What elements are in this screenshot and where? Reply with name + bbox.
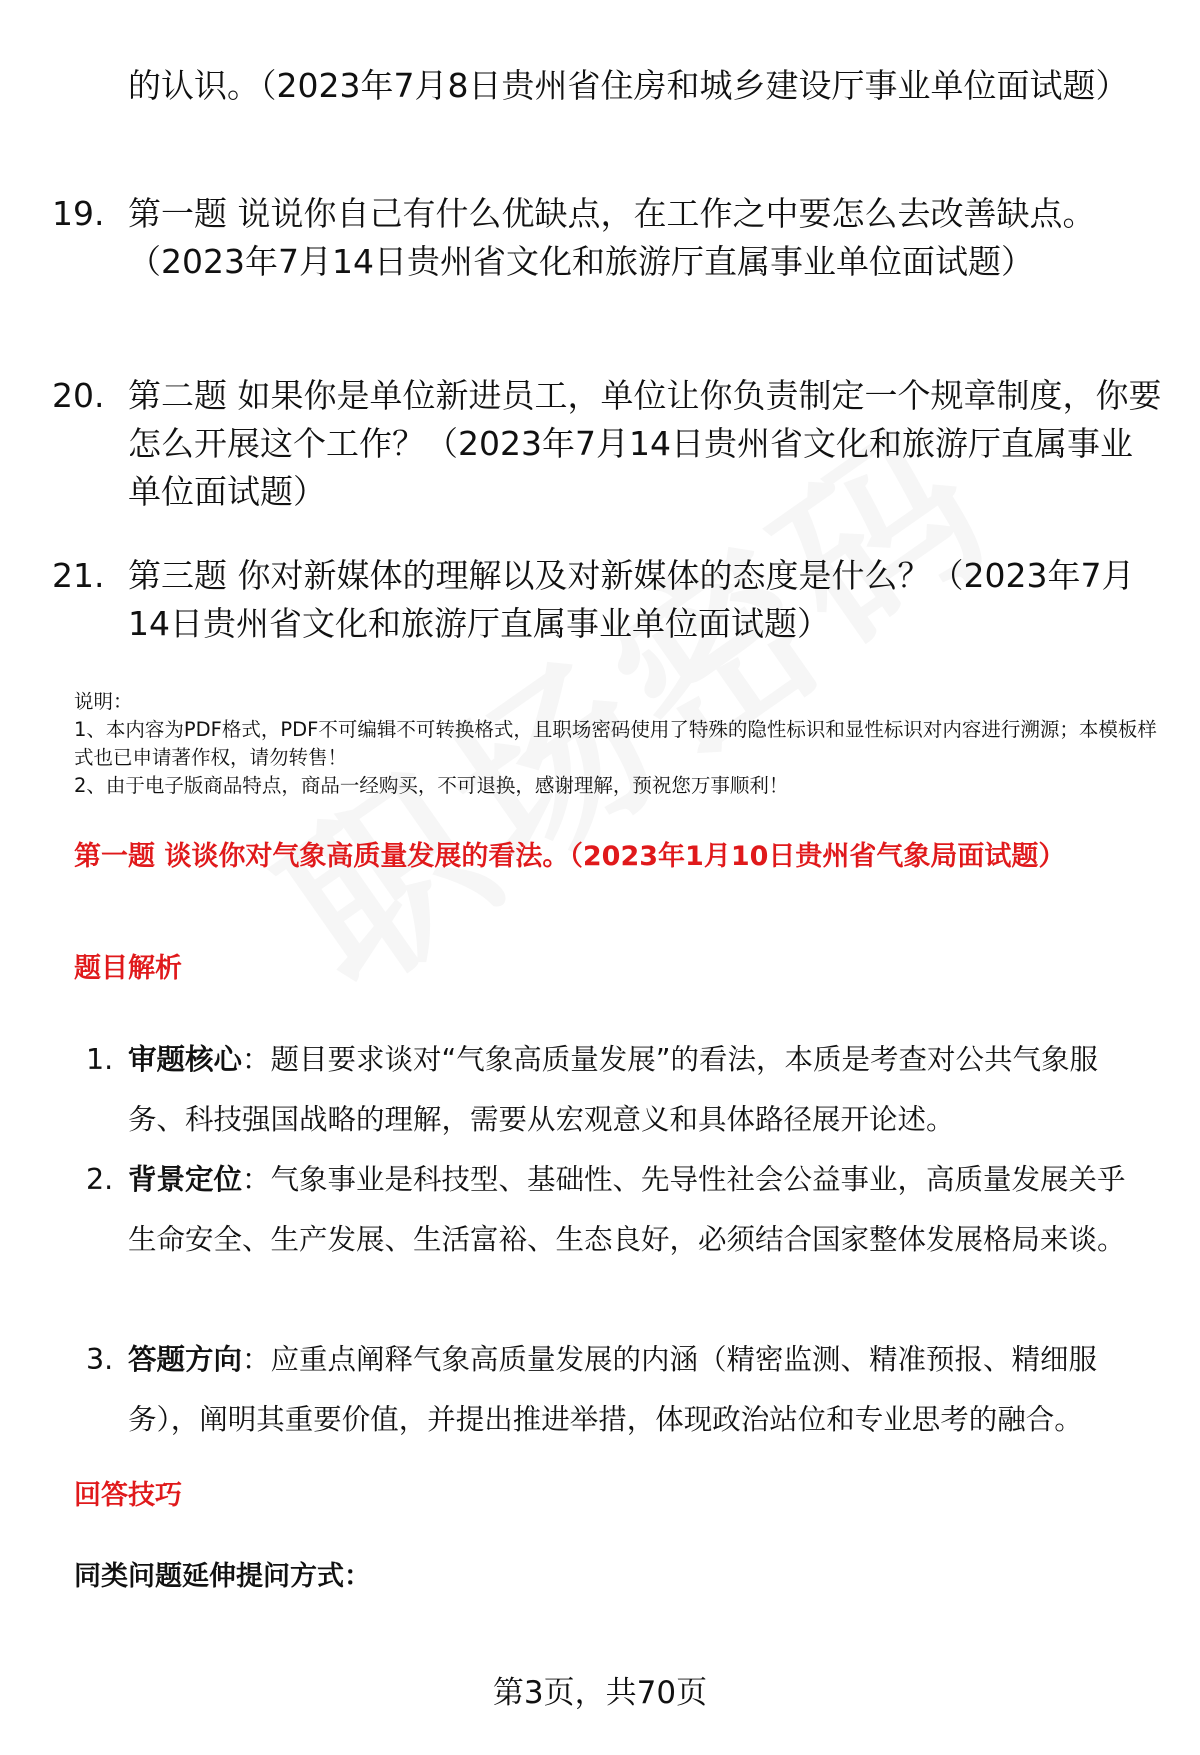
question-text: 第一题 说说你自己有什么优缺点，在工作之中要怎么去改善缺点。（2023年7月14日贵州省文化和旅游厅直属事业单位面试题） [128,194,1096,281]
point-number: 2. [86,1163,114,1196]
question-number: 20. [52,376,105,415]
question-number: 21. [52,556,105,595]
notes-section [74,688,1164,800]
point-body: ：题目要求谈对“气象高质量发展”的看法，本质是考查对公共气象服务、科技强国战略的理解，需要从宏观意义和具体路径展开论述。 [128,1043,1099,1136]
notes-heading: 说明： [74,690,133,713]
point-label: 背景定位 [128,1163,243,1196]
point-text [128,1030,1148,1150]
notes-line-1: 1、本内容为PDF格式，PDF不可编辑不可转换格式，且职场密码使用了特殊的隐性标识和显性标识对内容进行溯源；本模板样式也已申请著作权，请勿转售！ [74,718,1157,769]
point-text [128,1330,1148,1450]
point-number: 1. [86,1043,114,1076]
point-label: 答题方向 [128,1343,243,1376]
question-number: 19. [52,194,105,233]
page-footer: 第3页，共70页 [492,1675,708,1711]
tips-heading: 回答技巧 [74,1480,182,1511]
point-text [128,1150,1148,1270]
analysis-heading: 题目解析 [74,953,182,984]
point-body: ：气象事业是科技型、基础性、先导性社会公益事业，高质量发展关乎生命安全、生产发展、生活富裕、生态良好，必须结合国家整体发展格局来谈。 [128,1163,1126,1256]
question-text: 的认识。（2023年7月8日贵州省住房和城乡建设厅事业单位面试题） [128,66,1129,105]
question-text: 第二题 如果你是单位新进员工，单位让你负责制定一个规章制度，你要怎么开展这个工作？（2023年7月14日贵州省文化和旅游厅直属事业单位面试题） [128,376,1162,511]
point-body: ：应重点阐释气象高质量发展的内涵（精密监测、精准预报、精细服务），阐明其重要价值，并提出推进举措，体现政治站位和专业思考的融合。 [128,1343,1098,1436]
point-label: 审题核心 [128,1043,243,1076]
question-text: 第三题 你对新媒体的理解以及对新媒体的态度是什么？（2023年7月14日贵州省文化和旅游厅直属事业单位面试题） [128,556,1135,643]
notes-line-2: 2、由于电子版商品特点，商品一经购买，不可退换，感谢理解，预祝您万事顺利！ [74,774,789,797]
point-number: 3. [86,1343,114,1376]
main-question-title: 第一题 谈谈你对气象高质量发展的看法。（2023年1月10日贵州省气象局面试题） [74,841,1066,872]
extension-heading: 同类问题延伸提问方式： [74,1561,371,1592]
